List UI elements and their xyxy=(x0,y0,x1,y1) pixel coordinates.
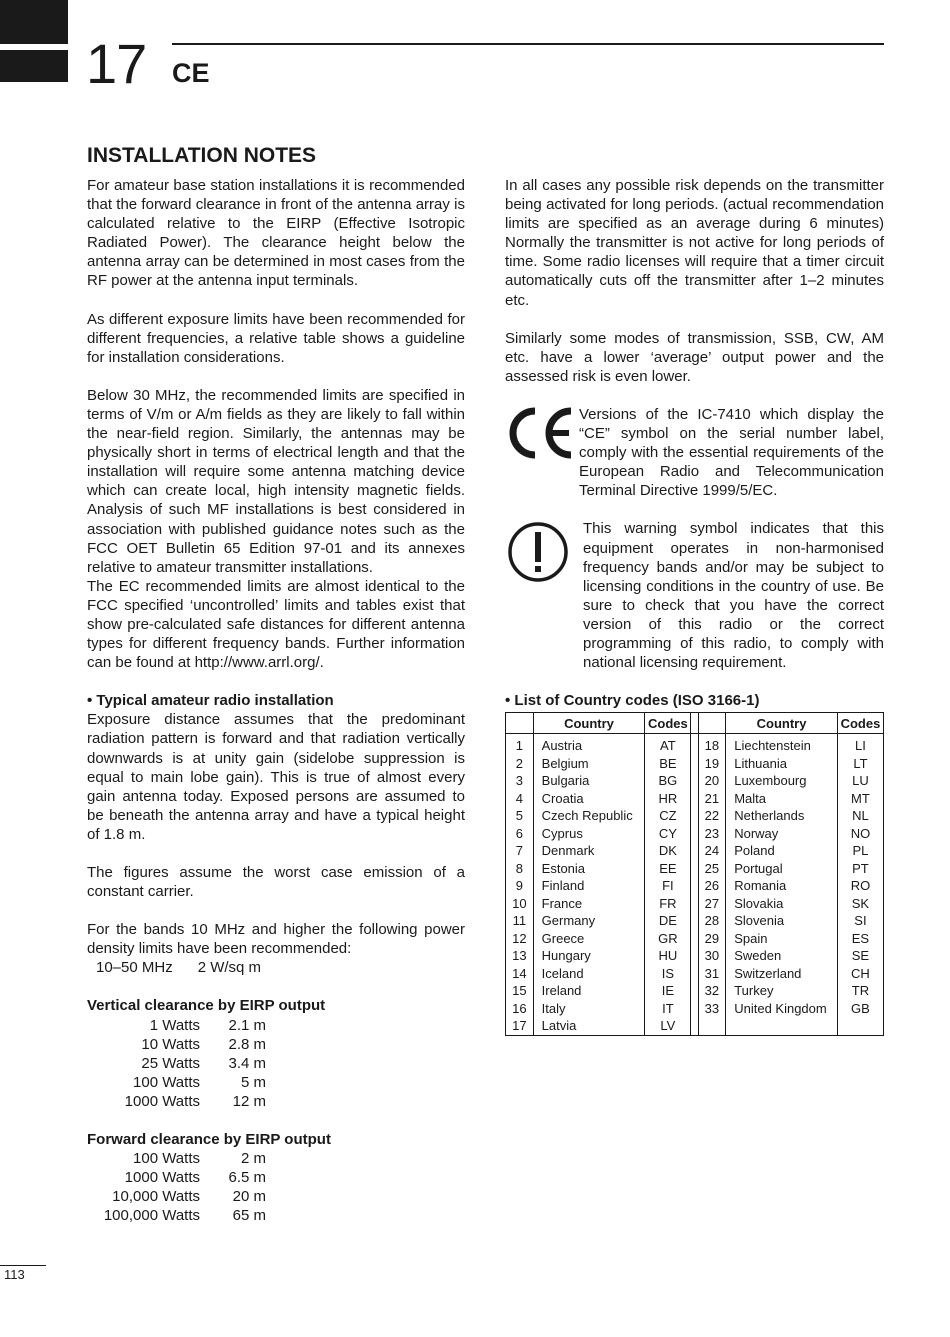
country-name: Liechtenstein xyxy=(726,734,838,755)
table-row xyxy=(506,842,884,860)
row-number: 12 xyxy=(506,930,534,948)
paragraph: The EC recommended limits are almost identical to the FCC specified ‘uncontrolled’ limits and tables exist that show pre-calculated safe distances for different antenna types for different frequency bands. Further information can be found at http://www.arrl.org/. xyxy=(87,577,465,672)
vertical-clearance-table xyxy=(87,1016,266,1111)
table-row xyxy=(87,1149,266,1168)
row-number: 26 xyxy=(698,877,726,895)
country-name: Belgium xyxy=(533,755,645,773)
column-separator xyxy=(691,860,698,878)
row-number: 20 xyxy=(698,772,726,790)
row-number: 5 xyxy=(506,807,534,825)
distance-cell: 6.5 m xyxy=(228,1169,266,1187)
distance-cell: 2.1 m xyxy=(228,1016,266,1034)
country-list-heading: • List of Country codes (ISO 3166-1) xyxy=(505,692,760,710)
country-name: Lithuania xyxy=(726,755,838,773)
country-name: Norway xyxy=(726,825,838,843)
country-codes-table xyxy=(505,712,884,1036)
watts-cell: 100 Watts xyxy=(133,1073,200,1091)
country-name: Latvia xyxy=(533,1017,645,1035)
country-name: Turkey xyxy=(726,982,838,1000)
country-name: Luxembourg xyxy=(726,772,838,790)
table-row xyxy=(506,755,884,773)
paragraph: For the bands 10 MHz and higher the following power density limits have been recommended: xyxy=(87,921,465,958)
row-number: 14 xyxy=(506,965,534,983)
column-separator xyxy=(691,734,698,755)
ce-mark-icon xyxy=(505,405,579,466)
chapter-number: 17 xyxy=(86,32,147,95)
country-code: DE xyxy=(645,912,691,930)
table-row xyxy=(506,807,884,825)
row-number: 22 xyxy=(698,807,726,825)
paragraph: Below 30 MHz, the recommended limits are specified in terms of V/m or A/m fields as they are likely to fall within the near-field region. Similarly, the antennas may be physically short in terms of electrical length and that the installation will require some antenna matching device which can create local, high intensity magnetic fields. Analysis of such MF installations is best considered in association with published guidance notes such as the FCC OET Bulletin 65 Edition 97-01 and its annexes relative to amateur transmitter installations. xyxy=(87,386,465,576)
table-row xyxy=(506,1000,884,1018)
country-code: LU xyxy=(837,772,883,790)
section-title: INSTALLATION NOTES xyxy=(87,144,317,167)
paragraph: The figures assume the worst case emission of a constant carrier. xyxy=(87,864,465,901)
table-row xyxy=(87,1054,266,1073)
country-code: FR xyxy=(645,895,691,913)
table-row xyxy=(506,982,884,1000)
country-code: HU xyxy=(645,947,691,965)
forward-clearance-heading: Forward clearance by EIRP output xyxy=(87,1131,331,1149)
country-code: SK xyxy=(837,895,883,913)
distance-cell: 12 m xyxy=(232,1092,266,1110)
table-row xyxy=(506,930,884,948)
page-number: 113 xyxy=(4,1267,25,1282)
table-row xyxy=(506,790,884,808)
row-number xyxy=(698,1017,726,1035)
country-code: NO xyxy=(837,825,883,843)
chapter-tab-block xyxy=(0,0,68,44)
table-row xyxy=(506,734,884,755)
row-number: 31 xyxy=(698,965,726,983)
subsection-heading: • Typical amateur radio installation xyxy=(87,692,334,710)
watts-cell: 1000 Watts xyxy=(124,1169,200,1187)
chapter-rule xyxy=(172,43,884,45)
row-number: 19 xyxy=(698,755,726,773)
country-code: LV xyxy=(645,1017,691,1035)
country-name: Italy xyxy=(533,1000,645,1018)
table-row xyxy=(87,1016,266,1035)
country-code: SE xyxy=(837,947,883,965)
warning-icon xyxy=(505,519,583,590)
row-number: 29 xyxy=(698,930,726,948)
table-row xyxy=(87,1187,266,1206)
watts-cell: 25 Watts xyxy=(141,1054,200,1072)
table-row xyxy=(506,825,884,843)
row-number: 17 xyxy=(506,1017,534,1035)
country-code: BE xyxy=(645,755,691,773)
column-separator xyxy=(691,825,698,843)
header-codes: Codes xyxy=(837,713,883,734)
watts-cell: 10 Watts xyxy=(141,1035,200,1053)
chapter-title: CE xyxy=(172,58,210,88)
distance-cell: 3.4 m xyxy=(228,1054,266,1072)
country-name: United Kingdom xyxy=(726,1000,838,1018)
column-separator xyxy=(691,912,698,930)
country-code: PT xyxy=(837,860,883,878)
row-number: 1 xyxy=(506,734,534,755)
header-country: Country xyxy=(533,713,645,734)
country-code: IT xyxy=(645,1000,691,1018)
country-name: Cyprus xyxy=(533,825,645,843)
country-code: BG xyxy=(645,772,691,790)
country-code: SI xyxy=(837,912,883,930)
watts-cell: 1 Watts xyxy=(149,1016,200,1034)
country-name: France xyxy=(533,895,645,913)
row-number: 28 xyxy=(698,912,726,930)
distance-cell: 5 m xyxy=(240,1073,266,1091)
country-name: Ireland xyxy=(533,982,645,1000)
row-number: 16 xyxy=(506,1000,534,1018)
country-name: Bulgaria xyxy=(533,772,645,790)
table-header-row xyxy=(506,713,884,734)
column-separator xyxy=(691,877,698,895)
row-number: 25 xyxy=(698,860,726,878)
row-number: 15 xyxy=(506,982,534,1000)
column-separator xyxy=(691,790,698,808)
country-code xyxy=(837,1017,883,1035)
row-number: 30 xyxy=(698,947,726,965)
country-code: MT xyxy=(837,790,883,808)
footer-rule xyxy=(0,1265,46,1266)
left-column xyxy=(87,144,465,1226)
paragraph: Similarly some modes of transmission, SSB, CW, AM etc. have a lower ‘average’ output power and the assessed risk is even lower. xyxy=(505,329,884,385)
ce-notice-text: Versions of the IC-7410 which display the “CE” symbol on the serial number label, comply with the essential requirements of the European Radio and Telecommunication Terminal Directive 1999/5/EC. xyxy=(579,405,884,500)
country-code: CZ xyxy=(645,807,691,825)
distance-cell: 65 m xyxy=(232,1207,266,1225)
ce-notice xyxy=(505,405,884,500)
table-row xyxy=(87,1035,266,1054)
country-name: Slovakia xyxy=(726,895,838,913)
row-number: 13 xyxy=(506,947,534,965)
column-separator xyxy=(691,842,698,860)
watts-cell: 100,000 Watts xyxy=(103,1207,200,1225)
warning-notice-text: This warning symbol indicates that this equipment operates in non-harmonised frequency bands and/or may be subject to licensing conditions in the country of use. Be sure to check that you have the correct version of this radio or the correct programming of this radio, to comply with national licensing requirement. xyxy=(583,520,884,672)
table-row xyxy=(506,947,884,965)
row-number: 21 xyxy=(698,790,726,808)
country-name: Iceland xyxy=(533,965,645,983)
row-number: 24 xyxy=(698,842,726,860)
country-name: Czech Republic xyxy=(533,807,645,825)
forward-clearance-table xyxy=(87,1149,266,1225)
country-name: Germany xyxy=(533,912,645,930)
row-number: 23 xyxy=(698,825,726,843)
table-row xyxy=(506,772,884,790)
column-separator xyxy=(691,807,698,825)
country-code: GB xyxy=(837,1000,883,1018)
country-name: Hungary xyxy=(533,947,645,965)
distance-cell: 2 m xyxy=(240,1150,266,1168)
column-separator xyxy=(691,965,698,983)
row-number: 7 xyxy=(506,842,534,860)
table-row xyxy=(87,1168,266,1187)
country-name: Romania xyxy=(726,877,838,895)
table-row xyxy=(506,860,884,878)
country-name: Spain xyxy=(726,930,838,948)
distance-cell: 2.8 m xyxy=(228,1035,266,1053)
country-name: Denmark xyxy=(533,842,645,860)
country-name: Portugal xyxy=(726,860,838,878)
row-number: 27 xyxy=(698,895,726,913)
column-separator xyxy=(691,895,698,913)
paragraph: In all cases any possible risk depends on the transmitter being activated for long periods. (actual recommendation limits are specified as an average during 6 minutes) Normally the transmitter is not active for long periods of time. Some radio licenses will require that a timer circuit automatically cuts off the transmitter after 1–2 minutes etc. xyxy=(505,177,884,309)
column-separator xyxy=(691,1000,698,1018)
country-code: ES xyxy=(837,930,883,948)
country-code: CH xyxy=(837,965,883,983)
row-number: 9 xyxy=(506,877,534,895)
country-name: Estonia xyxy=(533,860,645,878)
country-code: IS xyxy=(645,965,691,983)
column-separator xyxy=(691,947,698,965)
paragraph: As different exposure limits have been recommended for different frequencies, a relative table shows a guideline for installation considerations. xyxy=(87,310,465,366)
row-number: 32 xyxy=(698,982,726,1000)
column-separator xyxy=(691,755,698,773)
table-row xyxy=(506,895,884,913)
watts-cell: 10,000 Watts xyxy=(112,1188,200,1206)
table-row xyxy=(87,1092,266,1111)
header-codes: Codes xyxy=(645,713,691,734)
country-code: GR xyxy=(645,930,691,948)
country-code: IE xyxy=(645,982,691,1000)
country-name: Poland xyxy=(726,842,838,860)
country-code: HR xyxy=(645,790,691,808)
country-name: Slovenia xyxy=(726,912,838,930)
country-code: CY xyxy=(645,825,691,843)
country-name: Greece xyxy=(533,930,645,948)
row-number: 33 xyxy=(698,1000,726,1018)
row-number: 6 xyxy=(506,825,534,843)
table-row xyxy=(506,877,884,895)
country-code: NL xyxy=(837,807,883,825)
country-name: Sweden xyxy=(726,947,838,965)
country-code: LT xyxy=(837,755,883,773)
table-row xyxy=(506,912,884,930)
paragraph: Exposure distance assumes that the predominant radiation pattern is forward and that radiation vertically downwards is at unity gain (sidelobe suppression is equal to main lobe gain). This is true of almost every gain antenna today. Exposed persons are assumed to be beneath the antenna array and have a typical height of 1.8 m. xyxy=(87,711,465,843)
chapter-tab-block xyxy=(0,50,68,82)
country-code: TR xyxy=(837,982,883,1000)
table-row xyxy=(87,1073,266,1092)
band-limit: 10–50 MHz 2 W/sq m xyxy=(96,959,262,977)
row-number: 2 xyxy=(506,755,534,773)
watts-cell: 100 Watts xyxy=(133,1150,200,1168)
country-name: Austria xyxy=(533,734,645,755)
country-code: PL xyxy=(837,842,883,860)
country-code: DK xyxy=(645,842,691,860)
country-code: FI xyxy=(645,877,691,895)
header-country: Country xyxy=(726,713,838,734)
country-code: EE xyxy=(645,860,691,878)
row-number: 4 xyxy=(506,790,534,808)
vertical-clearance-heading: Vertical clearance by EIRP output xyxy=(87,997,326,1015)
column-separator xyxy=(691,772,698,790)
table-row xyxy=(506,1017,884,1035)
right-column xyxy=(505,176,884,1036)
row-number: 8 xyxy=(506,860,534,878)
table-row xyxy=(506,965,884,983)
distance-cell: 20 m xyxy=(232,1188,266,1206)
row-number: 3 xyxy=(506,772,534,790)
country-name xyxy=(726,1017,838,1035)
column-separator xyxy=(691,930,698,948)
country-code: LI xyxy=(837,734,883,755)
country-code: RO xyxy=(837,877,883,895)
row-number: 11 xyxy=(506,912,534,930)
country-code: AT xyxy=(645,734,691,755)
watts-cell: 1000 Watts xyxy=(124,1092,200,1110)
country-name: Netherlands xyxy=(726,807,838,825)
paragraph: For amateur base station installations it is recommended that the forward clearance in front of the antenna array is calculated relative to the EIRP (Effective Isotropic Radiated Power). The clearance height below the antenna array can be determined in most cases from the RF power at the antenna input terminals. xyxy=(87,177,465,290)
column-separator xyxy=(691,1017,698,1035)
country-name: Switzerland xyxy=(726,965,838,983)
country-name: Finland xyxy=(533,877,645,895)
table-row xyxy=(87,1206,266,1225)
row-number: 10 xyxy=(506,895,534,913)
warning-notice xyxy=(505,519,884,672)
country-name: Malta xyxy=(726,790,838,808)
column-separator xyxy=(691,982,698,1000)
country-name: Croatia xyxy=(533,790,645,808)
row-number: 18 xyxy=(698,734,726,755)
